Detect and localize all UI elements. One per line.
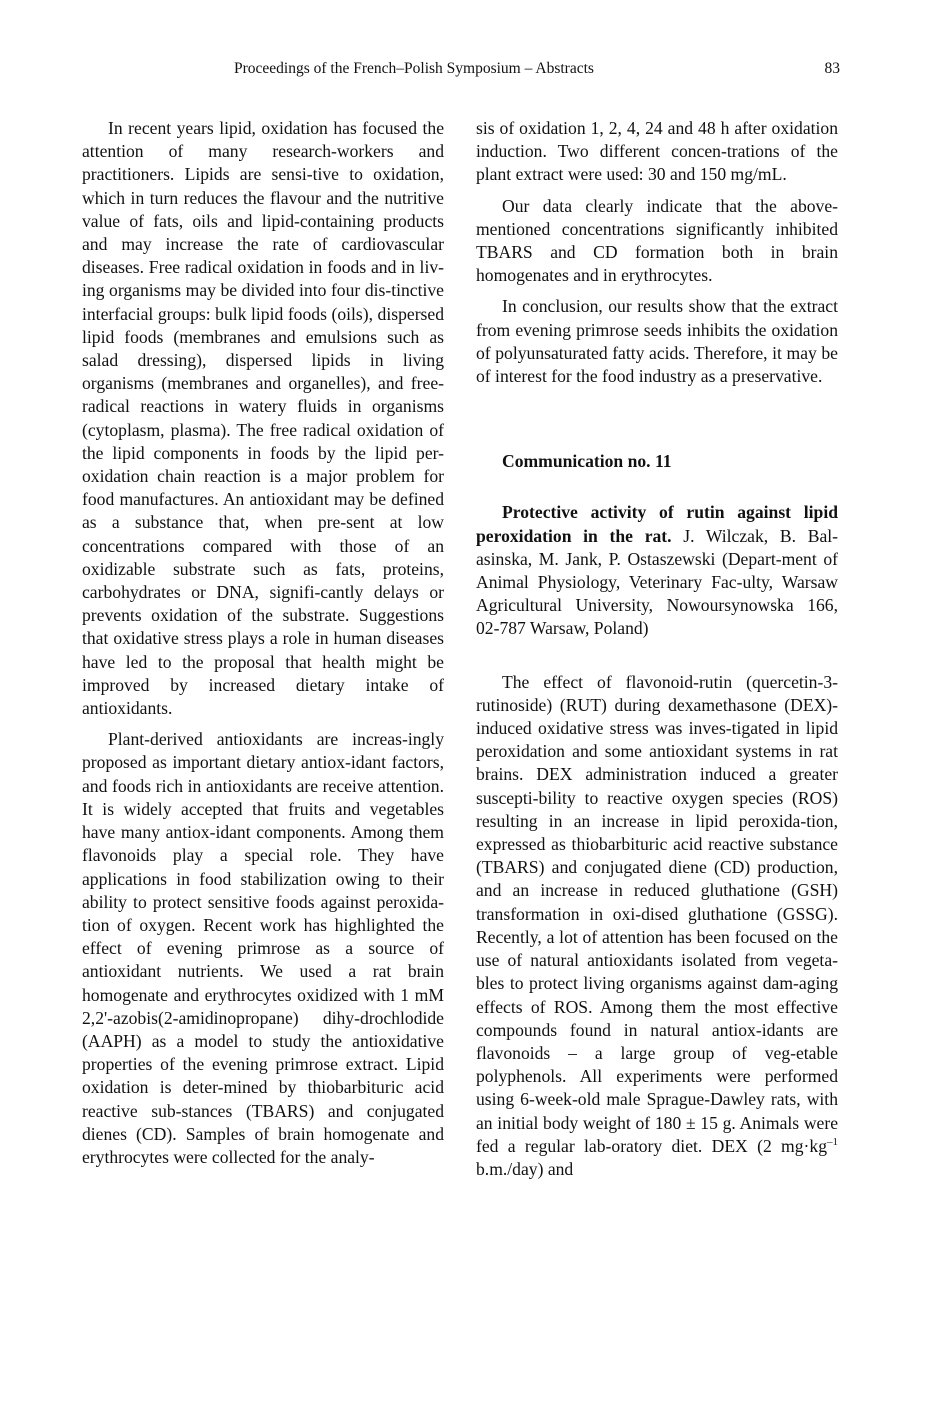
page-header — [82, 60, 840, 82]
rutin-text-main: The effect of flavonoid-rutin (quercetin-3-rutinoside) (RUT) during dexamethasone (DEX)-induced oxidative stress was inves-tigated in lipid peroxidation and some antioxidant systems in rat brains. DEX administration induced a greater suscepti-bility to reactive oxygen species (ROS) resulting in an increase in lipid peroxida-tion, expressed as thiobarbituric acid reactive substance (TBARS) and conjugated diene (CD) production, and an increase in reduced gluthatione (GSH) transformation in oxi-dised gluthatione (GSSG). Recently, a lot of attention has been focused on the use of natural antioxidants isolated from vegeta-bles to protect living organisms against dam-aging effects of ROS. Among them the most effective compounds found in natural antiox-idants are flavonoids – a large group of veg-etable polyphenols. All experiments were performed using 6-week-old male Sprague-Dawley rats, with an initial body weight of 180 ± 15 g. Animals were fed a regular lab-oratory diet. DEX (2 mg·kg — [476, 671, 838, 1156]
page-number: 83 — [824, 60, 840, 77]
paragraph-results: Our data clearly indicate that the above-mentioned concentrations significantly inhibited TBARS and CD formation both in brain homogenates and in erythrocytes. — [476, 195, 838, 286]
paragraph-conclusion: In conclusion, our results show that the extract from evening primrose seeds inhibits the oxidation of polyunsaturated fatty acids. Therefore, it may be of interest for the food industry as a preservative. — [476, 296, 838, 387]
paragraph-plant-antioxidants: Plant-derived antioxidants are increas-ingly proposed as important dietary antiox-idant factors, and foods rich in antioxidants are receive attention. It is widely accepted that fruits and vegetables have many antiox-idant components. Among them flavonoids play a special role. They have applications in food stabilization owing to their ability to protect sensitive foods against peroxida-tion of oxygen. Recent work has highlighted the effect of evening primrose as a source of antioxidant nutrients. We used a rat brain homogenate and erythrocytes oxidized with 1 mM 2,2'-azobis(2-amidinopropane) dihy-drochlodide (AAPH) as a model to study the antioxidative properties of the evening primrose extract. Lipid oxidation is deter-mined by thiobarbituric acid reactive sub-stances (TBARS) and conjugated dienes (CD). Samples of brain homogenate and erythrocytes were collected for the analy- — [82, 729, 444, 1167]
authors-affiliation: J. Wilczak, B. Bal-asinska, M. Jank, P. Ostaszewski (Depart-ment of Animal Physiology, Veterinary Fac-ulty, Warsaw Agricultural University, Nowoursynowska 166, 02-787 Warsaw, Poland) — [476, 525, 838, 639]
abstract-title-block — [476, 501, 838, 640]
paragraph-rutin-effect — [476, 671, 838, 1181]
paragraph-lipid-oxidation-intro: In recent years lipid, oxidation has focused the attention of many research-workers and practitioners. Lipids are sensi-tive to oxidation, which in turn reduces the flavour and the nutritive value of fats, oils and lipid-containing products and may increase the rate of cardiovascular diseases. Free radical oxidation in foods and in liv-ing organisms may be divided into four dis-tinctive interfacial groups: bulk lipid foods (oils), dispersed lipid foods (membranes and emulsions such as salad dressing), dispersed lipids in living organisms (membranes and organelles), and free-radical reactions in watery fluids in organisms (cytoplasm, plasma). The free radical oxidation of the lipid components in foods by the lipid per-oxidation chain reaction is a major problem for food manufactures. An antioxidant may be defined as a substance that, when pre-sent at low concentrations compared with those of an oxidizable substrate such as fats, proteins, carbohydrates or DNA, signifi-cantly delays or prevents oxidation of the substrate. Suggestions that oxidative stress plays a role in human diseases have led to the proposal that health might be improved by increased dietary intake of antioxidants. — [82, 118, 444, 719]
communication-heading: Communication no. 11 — [502, 451, 672, 472]
unit-superscript: –1 — [827, 1135, 838, 1148]
running-head: Proceedings of the French–Polish Symposium – Abstracts — [234, 60, 594, 77]
paragraph-analysis-continuation: sis of oxidation 1, 2, 4, 24 and 48 h after oxidation induction. Two different concen-trations of the plant extract were used: 30 and 150 mg/mL. — [476, 118, 838, 185]
rutin-text-end: b.m./day) and — [476, 1158, 574, 1179]
left-column — [82, 117, 444, 1169]
abstract-title: Protective activity of rutin against lipid peroxidation in the rat. — [476, 502, 838, 546]
right-column — [476, 117, 838, 1181]
